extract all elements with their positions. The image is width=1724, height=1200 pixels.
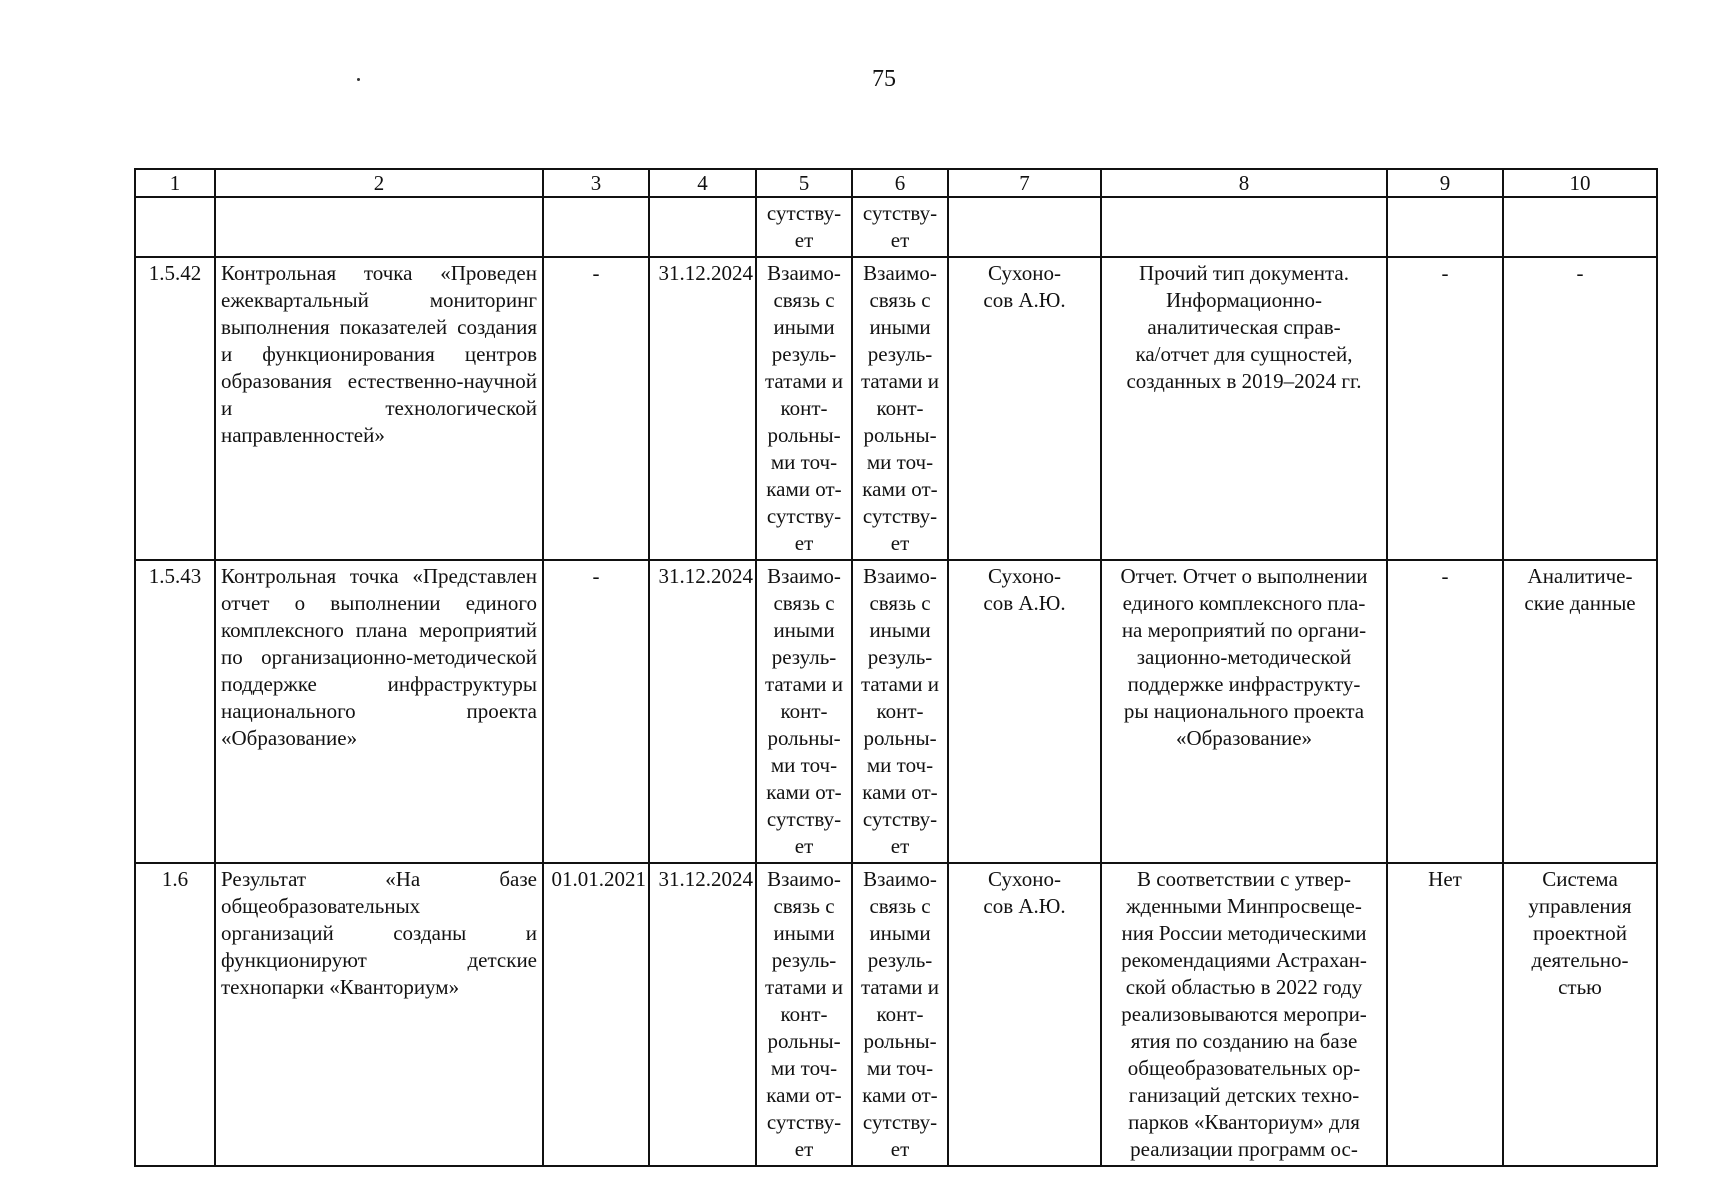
col-header-5: 5 xyxy=(756,169,852,197)
cell-system: Аналитиче- ские данные xyxy=(1503,560,1657,863)
col-header-1: 1 xyxy=(135,169,215,197)
cell-name: Контрольная точка «Представлен отчет о выполнении единого комплексного плана мероприятий по организационно-методической поддержке инфраструктуры национального проекта «Образование» xyxy=(215,560,543,863)
cell-start-date xyxy=(543,197,649,257)
cell-responsible: Сухоно- сов А.Ю. xyxy=(948,560,1101,863)
col-header-2: 2 xyxy=(215,169,543,197)
table-row xyxy=(135,257,1657,560)
page-number: 75 xyxy=(872,66,896,92)
continuation-row xyxy=(135,197,1657,257)
scan-dot xyxy=(357,78,360,81)
cell-document xyxy=(1101,197,1387,257)
table-row xyxy=(135,863,1657,1166)
cell-level: Нет xyxy=(1387,863,1503,1166)
col-header-7: 7 xyxy=(948,169,1101,197)
cell-name xyxy=(215,197,543,257)
cell-document: В соответствии с утвер- жденными Минпросвеще- ния России методическими рекомендациями Астрахан- ской областью в 2022 году реализовываются меропри- ятия по созданию на базе общеобразовательных ор- ганизаций детских техно- парков «Кванториум» для реализации программ ос- xyxy=(1101,863,1387,1166)
cell-end-date: 31.12.2024 xyxy=(649,257,756,560)
cell-successors: Взаимо- связь с иными резуль- татами и конт- рольны- ми точ- ками от- сутству- ет xyxy=(852,560,948,863)
col-header-6: 6 xyxy=(852,169,948,197)
cell-end-date xyxy=(649,197,756,257)
cell-level xyxy=(1387,197,1503,257)
cell-document: Прочий тип документа. Информационно- аналитическая справ- ка/отчет для сущностей, созданных в 2019–2024 гг. xyxy=(1101,257,1387,560)
cell-successors: Взаимо- связь с иными резуль- татами и конт- рольны- ми точ- ками от- сутству- ет xyxy=(852,257,948,560)
col-header-4: 4 xyxy=(649,169,756,197)
cell-successors: Взаимо- связь с иными резуль- татами и конт- рольны- ми точ- ками от- сутству- ет xyxy=(852,863,948,1166)
cell-start-date: 01.01.2021 xyxy=(543,863,649,1166)
cell-number: 1.5.42 xyxy=(135,257,215,560)
col-header-10: 10 xyxy=(1503,169,1657,197)
cell-end-date: 31.12.2024 xyxy=(649,560,756,863)
header-row xyxy=(135,169,1657,197)
cell-start-date: - xyxy=(543,560,649,863)
cell-name: Контрольная точка «Проведен ежеквартальный мониторинг выполнения показателей создания и функционирования центров образования естественно-научной и технологической направленностей» xyxy=(215,257,543,560)
cell-system xyxy=(1503,197,1657,257)
cell-start-date: - xyxy=(543,257,649,560)
cell-name: Результат «На базе общеобразовательных организаций созданы и функционируют детские технопарки «Кванториум» xyxy=(215,863,543,1166)
cell-responsible: Сухоно- сов А.Ю. xyxy=(948,257,1101,560)
cell-document: Отчет. Отчет о выполнении единого комплексного пла- на мероприятий по органи- зационно-методической поддержке инфраструкту- ры национального проекта «Образование» xyxy=(1101,560,1387,863)
cell-successors: сутству- ет xyxy=(852,197,948,257)
cell-responsible: Сухоно- сов А.Ю. xyxy=(948,863,1101,1166)
cell-predecessors: сутству- ет xyxy=(756,197,852,257)
cell-system: Система управления проектной деятельно- стью xyxy=(1503,863,1657,1166)
col-header-3: 3 xyxy=(543,169,649,197)
plan-table xyxy=(134,168,1658,1167)
cell-responsible xyxy=(948,197,1101,257)
cell-predecessors: Взаимо- связь с иными резуль- татами и конт- рольны- ми точ- ками от- сутству- ет xyxy=(756,257,852,560)
cell-end-date: 31.12.2024 xyxy=(649,863,756,1166)
cell-number: 1.6 xyxy=(135,863,215,1166)
col-header-8: 8 xyxy=(1101,169,1387,197)
table-row xyxy=(135,560,1657,863)
cell-level: - xyxy=(1387,560,1503,863)
cell-number xyxy=(135,197,215,257)
cell-predecessors: Взаимо- связь с иными резуль- татами и конт- рольны- ми точ- ками от- сутству- ет xyxy=(756,863,852,1166)
cell-predecessors: Взаимо- связь с иными резуль- татами и конт- рольны- ми точ- ками от- сутству- ет xyxy=(756,560,852,863)
col-header-9: 9 xyxy=(1387,169,1503,197)
cell-level: - xyxy=(1387,257,1503,560)
cell-system: - xyxy=(1503,257,1657,560)
cell-number: 1.5.43 xyxy=(135,560,215,863)
